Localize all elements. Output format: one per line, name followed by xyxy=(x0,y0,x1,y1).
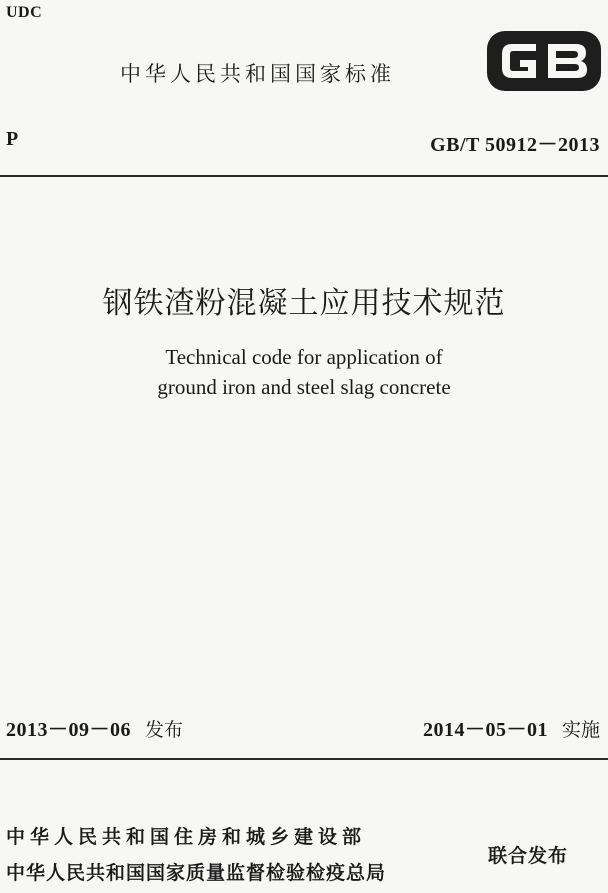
standard-number: GB/T 50912－2013 xyxy=(430,134,600,156)
issuer-ministry: 中华人民共和国住房和城乡建设部 xyxy=(6,826,367,848)
implement-date-block xyxy=(423,713,600,742)
bottom-divider xyxy=(0,758,608,760)
joint-issue-label: 联合发布 xyxy=(488,845,569,867)
top-divider xyxy=(0,175,608,177)
issuer-aqsiq: 中华人民共和国国家质量监督检验检疫总局 xyxy=(6,862,387,884)
gb-logo-icon xyxy=(486,30,602,92)
title-english-line1: Technical code for application of xyxy=(165,345,443,369)
publish-date: 2013－09－06 xyxy=(6,719,131,741)
standard-type-heading: 中华人民共和国国家标准 xyxy=(120,62,395,86)
implement-date: 2014－05－01 xyxy=(422,719,548,741)
title-english-line2: ground iron and steel slag concrete xyxy=(157,375,451,399)
publish-date-block xyxy=(6,713,183,742)
udc-label: UDC xyxy=(6,4,43,21)
title-chinese: 钢铁渣粉混凝土应用技术规范 xyxy=(102,286,506,321)
implement-label: 实施 xyxy=(561,719,600,741)
title-english xyxy=(0,342,608,402)
publish-label: 发布 xyxy=(145,719,184,741)
category-code: P xyxy=(6,128,19,150)
